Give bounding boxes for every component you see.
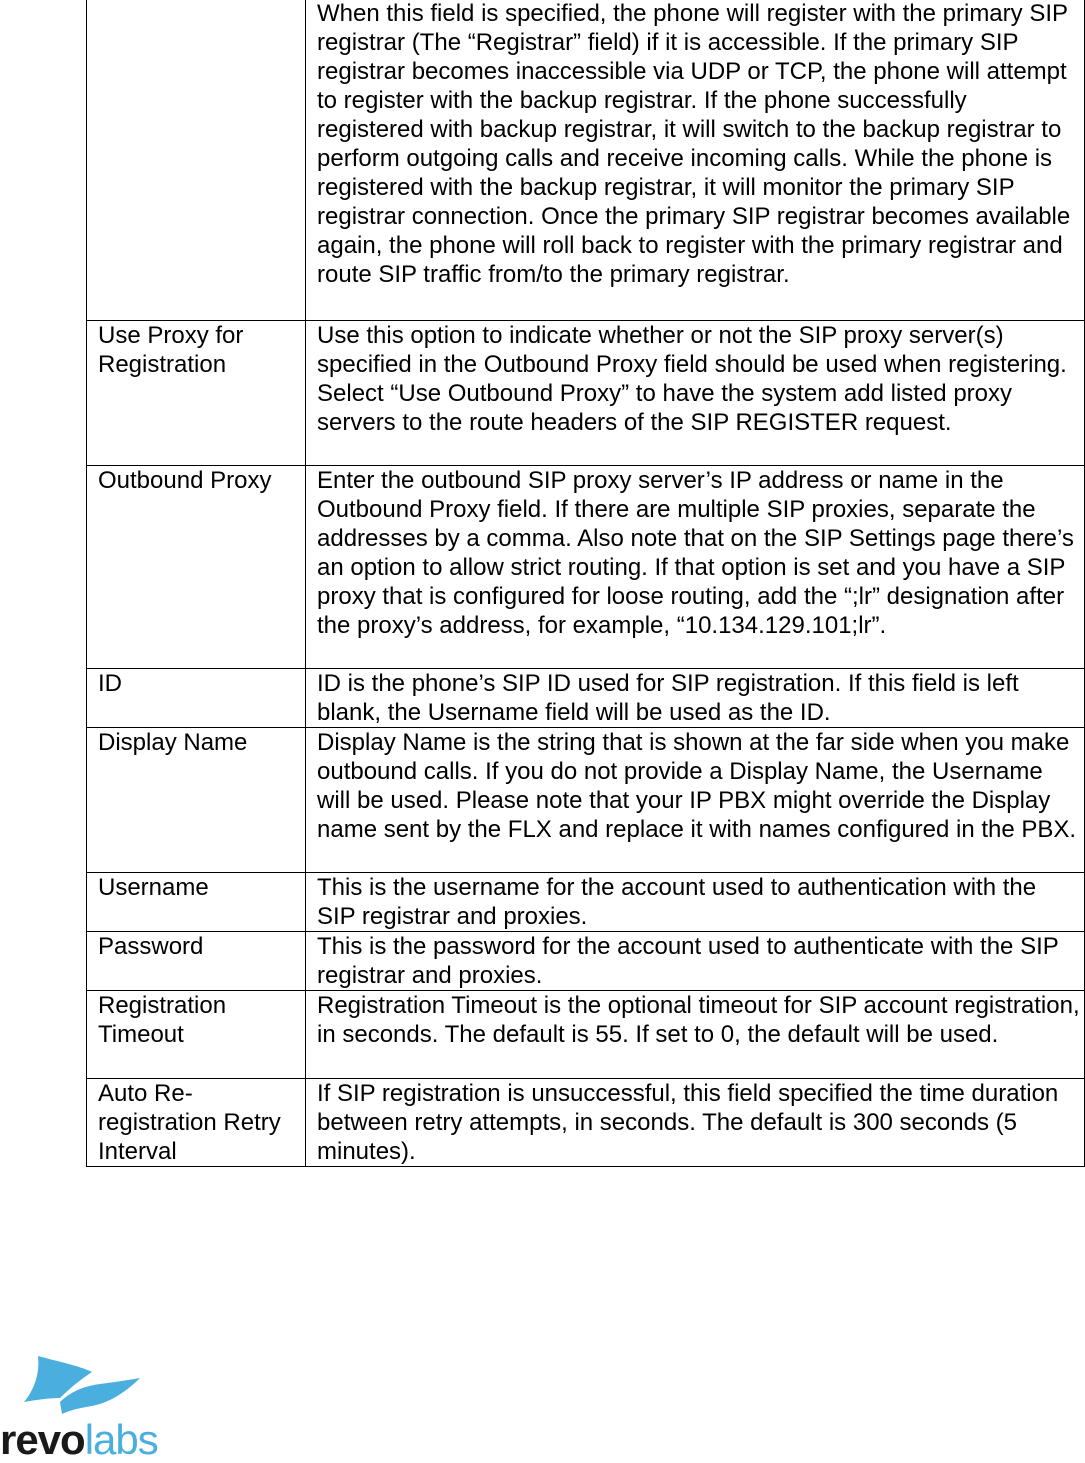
settings-table — [86, 0, 1085, 1167]
table-row — [87, 991, 1085, 1079]
table-row — [87, 0, 1085, 321]
field-description: If SIP registration is unsuccessful, this field specified the time duration between retry attempts, in seconds. The default is 300 seconds (5 minutes). — [306, 1079, 1085, 1167]
field-description: This is the username for the account used to authentication with the SIP registrar and proxies. — [306, 873, 1085, 932]
field-description: Use this option to indicate whether or not the SIP proxy server(s) specified in the Outbound Proxy field should be used when registering. Select “Use Outbound Proxy” to have the system add listed proxy servers to the route headers of the SIP REGISTER request. — [306, 321, 1085, 466]
field-name: Display Name — [87, 728, 306, 873]
field-description: This is the password for the account used to authenticate with the SIP registrar and proxies. — [306, 932, 1085, 991]
logo-text-revo: revo — [0, 1416, 85, 1463]
field-description: When this field is specified, the phone will register with the primary SIP registrar (The “Registrar” field) if it is accessible. If the primary SIP registrar becomes inaccessible via UDP or TCP, the phone will attempt to register with the backup registrar. If the phone successfully registered with backup registrar, it will switch to the backup registrar to perform outgoing calls and receive incoming calls. While the phone is registered with the backup registrar, it will monitor the primary SIP registrar connection. Once the primary SIP registrar becomes available again, the phone will roll back to register with the primary registrar and route SIP traffic from/to the primary registrar. — [306, 0, 1085, 321]
field-name — [87, 0, 306, 321]
table-row — [87, 466, 1085, 669]
field-name: Registration Timeout — [87, 991, 306, 1079]
field-name: Use Proxy for Registration — [87, 321, 306, 466]
field-name: ID — [87, 669, 306, 728]
table-row — [87, 932, 1085, 991]
field-description: Enter the outbound SIP proxy server’s IP address or name in the Outbound Proxy field. If there are multiple SIP proxies, separate the addresses by a comma. Also note that on the SIP Settings page there’s an option to allow strict routing. If that option is set and you have a SIP proxy that is configured for loose routing, add the “;lr” designation after the proxy’s address, for example, “10.134.129.101;lr”. — [306, 466, 1085, 669]
field-description: Registration Timeout is the optional timeout for SIP account registration, in seconds. The default is 55. If set to 0, the default will be used. — [306, 991, 1085, 1079]
field-name: Username — [87, 873, 306, 932]
field-name: Outbound Proxy — [87, 466, 306, 669]
field-description: ID is the phone’s SIP ID used for SIP registration. If this field is left blank, the Username field will be used as the ID. — [306, 669, 1085, 728]
table-row — [87, 1079, 1085, 1167]
revolabs-logo — [0, 1418, 158, 1462]
logo-text-labs: labs — [84, 1416, 158, 1463]
field-description: Display Name is the string that is shown at the far side when you make outbound calls. If you do not provide a Display Name, the Username will be used. Please note that your IP PBX might override the Display name sent by the FLX and replace it with names configured in the PBX. — [306, 728, 1085, 873]
table-row — [87, 873, 1085, 932]
field-name: Auto Re-registration Retry Interval — [87, 1079, 306, 1167]
table-row — [87, 669, 1085, 728]
table-row — [87, 728, 1085, 873]
field-name: Password — [87, 932, 306, 991]
table-row — [87, 321, 1085, 466]
